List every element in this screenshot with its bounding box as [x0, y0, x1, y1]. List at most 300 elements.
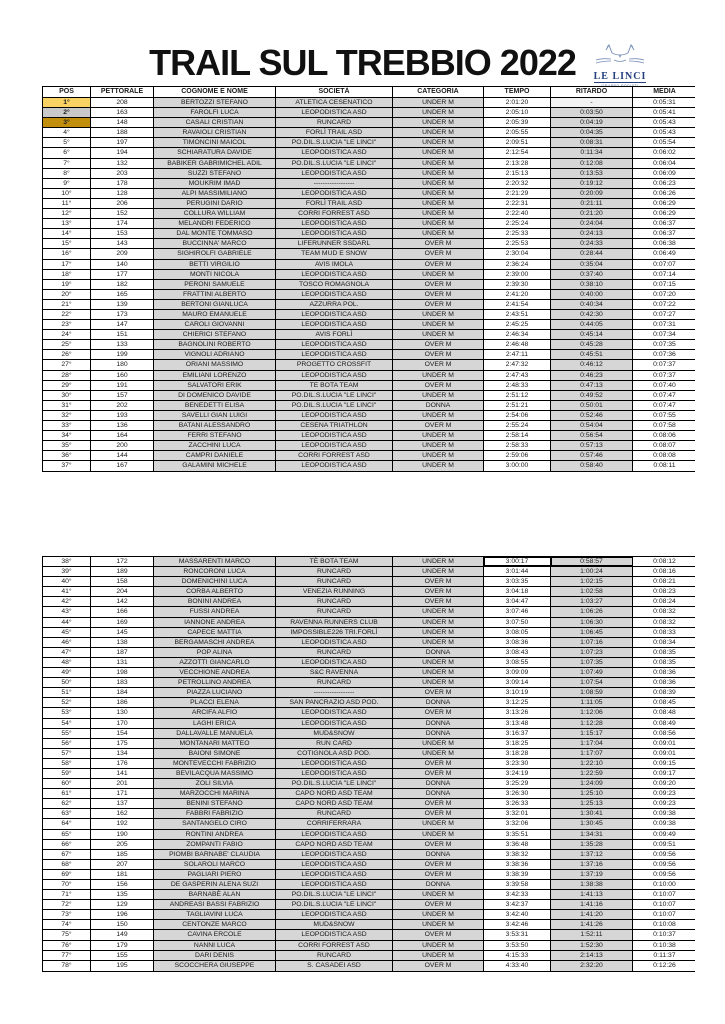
name-cell: COLLURA WILLIAM [154, 209, 276, 218]
result-row [43, 900, 694, 910]
result-row [43, 930, 694, 940]
bib-cell: 171 [91, 789, 154, 798]
category-cell: UNDER M [393, 628, 484, 637]
pace-cell: 0:07:31 [633, 320, 696, 329]
name-cell: PAGLIARI PIERO [154, 870, 276, 879]
category-cell: OVER M [393, 587, 484, 596]
gap-cell: 1:35:28 [551, 840, 633, 849]
pos-cell: 14° [43, 229, 91, 238]
pos-cell: 60° [43, 779, 91, 788]
time-cell: 2:43:51 [484, 310, 551, 319]
pace-cell: 0:08:11 [633, 461, 696, 471]
gap-cell: 0:57:13 [551, 441, 633, 450]
result-row [43, 719, 694, 729]
team-cell: LEOPODISTICA ASD [276, 148, 393, 157]
gap-cell: 0:28:44 [551, 249, 633, 258]
gap-cell: 1:41:16 [551, 900, 633, 909]
gap-cell: 1:03:27 [551, 597, 633, 606]
name-cell: RAVAIOLI CRISTIAN [154, 128, 276, 137]
category-cell: UNDER M [393, 567, 484, 576]
bib-cell: 190 [91, 830, 154, 839]
time-cell: 3:16:37 [484, 729, 551, 738]
bib-cell: 144 [91, 451, 154, 460]
pace-cell: 0:07:14 [633, 270, 696, 279]
gap-cell: 0:46:12 [551, 360, 633, 369]
pos-cell: 70° [43, 880, 91, 889]
time-cell: 3:36:48 [484, 840, 551, 849]
pos-cell: 7° [43, 159, 91, 168]
pace-cell: 0:09:56 [633, 870, 696, 879]
category-cell: UNDER M [393, 749, 484, 758]
result-row [43, 769, 694, 779]
name-cell: BERGAMASCHI ANDREA [154, 638, 276, 647]
result-row [43, 179, 694, 189]
team-cell: MUD&SNOW [276, 729, 393, 738]
category-cell: DONNA [393, 880, 484, 889]
result-row [43, 340, 694, 350]
team-cell: LEOPODISTICA ASD [276, 290, 393, 299]
bib-cell: 200 [91, 441, 154, 450]
gap-cell: 1:37:19 [551, 870, 633, 879]
team-cell: CORRI FORREST ASD [276, 451, 393, 460]
bib-cell: 177 [91, 270, 154, 279]
pos-cell: 73° [43, 910, 91, 919]
name-cell: BONINI ANDREA [154, 597, 276, 606]
result-row [43, 910, 694, 920]
gap-cell: 0:03:50 [551, 108, 633, 117]
team-cell: LEOPODISTICA ASD [276, 870, 393, 879]
column-header-pos-cell: POS [43, 87, 91, 97]
pos-cell: 31° [43, 401, 91, 410]
time-cell: 3:13:48 [484, 719, 551, 728]
gap-cell: 1:52:30 [551, 941, 633, 950]
result-row [43, 840, 694, 850]
name-cell: ANDREASI BASSI FABRIZIO [154, 900, 276, 909]
gap-cell: 0:58:40 [551, 461, 633, 471]
result-row [43, 128, 694, 138]
pos-cell: 43° [43, 607, 91, 616]
result-row [43, 880, 694, 890]
pos-cell: 38° [43, 557, 91, 566]
result-row [43, 890, 694, 900]
bib-cell: 136 [91, 421, 154, 430]
team-cell: TE BOTA TEAM [276, 381, 393, 390]
result-row [43, 239, 694, 249]
team-cell: PO.DIL.S.LUCIA "LE LINCI" [276, 401, 393, 410]
time-cell: 2:05:55 [484, 128, 551, 137]
name-cell: ZACCHINI LUCA [154, 441, 276, 450]
pace-cell: 0:11:37 [633, 951, 696, 960]
category-cell: UNDER M [393, 219, 484, 228]
bib-cell: 202 [91, 401, 154, 410]
bib-cell: 196 [91, 910, 154, 919]
pace-cell: 0:07:37 [633, 371, 696, 380]
name-cell: BETTI VIRGILIO [154, 260, 276, 269]
pos-cell: 69° [43, 870, 91, 879]
category-cell: OVER M [393, 961, 484, 971]
pos-cell: 6° [43, 148, 91, 157]
category-cell: UNDER M [393, 557, 484, 566]
result-row [43, 920, 694, 930]
category-cell: UNDER M [393, 108, 484, 117]
name-cell: DE GASPERIN ALENA SUZI [154, 880, 276, 889]
category-cell: OVER M [393, 688, 484, 697]
time-cell: 3:38:39 [484, 870, 551, 879]
gap-cell: 0:45:28 [551, 340, 633, 349]
gap-cell: 1:15:17 [551, 729, 633, 738]
gap-cell: 0:40:00 [551, 290, 633, 299]
pace-cell: 0:07:20 [633, 290, 696, 299]
pos-cell: 13° [43, 219, 91, 228]
time-cell: 2:15:13 [484, 169, 551, 178]
team-cell: CAPO NORD ASD TEAM [276, 789, 393, 798]
gap-cell: 0:49:52 [551, 391, 633, 400]
pace-cell: 0:05:43 [633, 118, 696, 127]
pace-cell: 0:07:36 [633, 350, 696, 359]
name-cell: MONTI NICOLA [154, 270, 276, 279]
time-cell: 2:21:29 [484, 189, 551, 198]
team-cell: MUD&SNOW [276, 920, 393, 929]
name-cell: POP ALINA [154, 648, 276, 657]
time-cell: 2:20:32 [484, 179, 551, 188]
time-cell: 3:03:35 [484, 577, 551, 586]
bib-cell: 145 [91, 628, 154, 637]
pos-cell: 17° [43, 260, 91, 269]
pace-cell: 0:08:45 [633, 698, 696, 707]
result-row [43, 401, 694, 411]
category-cell: UNDER M [393, 441, 484, 450]
time-cell: 2:22:40 [484, 209, 551, 218]
team-cell: CAPO NORD ASD TEAM [276, 799, 393, 808]
pos-cell: 63° [43, 809, 91, 818]
pace-cell: 0:09:17 [633, 769, 696, 778]
category-cell: OVER M [393, 840, 484, 849]
name-cell: BARNABÈ ALAN [154, 890, 276, 899]
pos-cell: 45° [43, 628, 91, 637]
pos-cell: 74° [43, 920, 91, 929]
gap-cell: 0:24:13 [551, 229, 633, 238]
time-cell: 3:07:46 [484, 607, 551, 616]
time-cell: 2:54:06 [484, 411, 551, 420]
name-cell: MONTEVECCHI FABRIZIO [154, 759, 276, 768]
pos-cell: 20° [43, 290, 91, 299]
bib-cell: 150 [91, 920, 154, 929]
name-cell: TIMONCINI MAICOL [154, 138, 276, 147]
gap-cell: 1:25:13 [551, 799, 633, 808]
time-cell: 2:05:10 [484, 108, 551, 117]
team-cell: S&C RAVENNA [276, 668, 393, 677]
pos-cell: 50° [43, 678, 91, 687]
team-cell: ATLETICA CESENATICO [276, 98, 393, 107]
time-cell: 3:38:36 [484, 860, 551, 869]
pace-cell: 0:10:38 [633, 941, 696, 950]
category-cell: UNDER M [393, 128, 484, 137]
name-cell: ZOMPANTI FABIO [154, 840, 276, 849]
time-cell: 3:07:50 [484, 618, 551, 627]
gap-cell: 0:21:11 [551, 199, 633, 208]
bib-cell: 174 [91, 219, 154, 228]
team-cell: LEOPODISTICA ASD [276, 830, 393, 839]
pace-cell: 0:08:49 [633, 719, 696, 728]
gap-cell: 1:38:38 [551, 880, 633, 889]
pace-cell: 0:09:56 [633, 860, 696, 869]
category-cell: UNDER M [393, 199, 484, 208]
category-cell: UNDER M [393, 118, 484, 127]
pos-cell: 5° [43, 138, 91, 147]
gap-cell: 0:12:08 [551, 159, 633, 168]
pos-cell: 67° [43, 850, 91, 859]
time-cell: 2:47:11 [484, 350, 551, 359]
gap-cell: 1:07:23 [551, 648, 633, 657]
category-cell: DONNA [393, 779, 484, 788]
time-cell: 3:00:17 [484, 557, 551, 566]
gap-cell: 1:41:20 [551, 910, 633, 919]
pos-cell: 59° [43, 769, 91, 778]
column-header-category-cell: CATEGORIA [393, 87, 484, 97]
name-cell: VIGNOLI ADRIANO [154, 350, 276, 359]
name-cell: DARI DENIS [154, 951, 276, 960]
result-row [43, 421, 694, 431]
result-row [43, 678, 694, 688]
result-row [43, 189, 694, 199]
category-cell: UNDER M [393, 98, 484, 107]
category-cell: UNDER M [393, 461, 484, 471]
name-cell: MOUKRIM IMAD [154, 179, 276, 188]
category-cell: UNDER M [393, 941, 484, 950]
pos-cell: 1° [43, 98, 91, 107]
category-cell: DONNA [393, 719, 484, 728]
name-cell: SUZZI STEFANO [154, 169, 276, 178]
category-cell: UNDER M [393, 819, 484, 828]
team-cell: LEOPODISTICA ASD [276, 169, 393, 178]
pace-cell: 0:06:04 [633, 159, 696, 168]
pos-cell: 2° [43, 108, 91, 117]
time-cell: 3:04:18 [484, 587, 551, 596]
team-cell: FORLÌ TRAIL ASD [276, 199, 393, 208]
time-cell: 3:23:30 [484, 759, 551, 768]
time-cell: 2:36:24 [484, 260, 551, 269]
bib-cell: 175 [91, 739, 154, 748]
time-cell: 2:01:20 [484, 98, 551, 107]
category-cell: UNDER M [393, 668, 484, 677]
pos-cell: 22° [43, 310, 91, 319]
pos-cell: 76° [43, 941, 91, 950]
gap-cell: 1:07:54 [551, 678, 633, 687]
gap-cell: 0:35:04 [551, 260, 633, 269]
pace-cell: 0:09:49 [633, 830, 696, 839]
bib-cell: 178 [91, 179, 154, 188]
gap-cell: 1:02:15 [551, 577, 633, 586]
pace-cell: 0:09:23 [633, 799, 696, 808]
team-cell: PO.DIL.S.LUCIA "LE LINCI" [276, 890, 393, 899]
pace-cell: 0:09:01 [633, 749, 696, 758]
bib-cell: 176 [91, 759, 154, 768]
pace-cell: 0:09:23 [633, 789, 696, 798]
team-cell: AZZURRA POL. [276, 300, 393, 309]
category-cell: OVER M [393, 280, 484, 289]
time-cell: 3:08:55 [484, 658, 551, 667]
name-cell: BENINI STEFANO [154, 799, 276, 808]
category-cell: UNDER M [393, 320, 484, 329]
category-cell: OVER M [393, 360, 484, 369]
bib-cell: 129 [91, 900, 154, 909]
result-row [43, 789, 694, 799]
result-row [43, 280, 694, 290]
pace-cell: 0:08:07 [633, 441, 696, 450]
time-cell: 2:39:00 [484, 270, 551, 279]
bib-cell: 155 [91, 951, 154, 960]
pos-cell: 54° [43, 719, 91, 728]
team-cell: TOSCO ROMAGNOLA [276, 280, 393, 289]
bib-cell: 189 [91, 567, 154, 576]
time-cell: 3:12:25 [484, 698, 551, 707]
bib-cell: 183 [91, 678, 154, 687]
bib-cell: 154 [91, 729, 154, 738]
result-row [43, 638, 694, 648]
result-row [43, 290, 694, 300]
name-cell: PIOMBI BARNABE' CLAUDIA [154, 850, 276, 859]
pos-cell: 71° [43, 890, 91, 899]
team-cell: AVIS IMOLA [276, 260, 393, 269]
category-cell: UNDER M [393, 330, 484, 339]
bib-cell: 130 [91, 708, 154, 717]
category-cell: OVER M [393, 870, 484, 879]
category-cell: OVER M [393, 249, 484, 258]
team-cell: LIFERUNNER SSDARL [276, 239, 393, 248]
time-cell: 2:55:24 [484, 421, 551, 430]
gap-cell: 1:17:07 [551, 749, 633, 758]
pace-cell: 0:08:32 [633, 607, 696, 616]
team-cell: CESENA TRIATHLON [276, 421, 393, 430]
category-cell: UNDER M [393, 270, 484, 279]
pace-cell: 0:07:55 [633, 411, 696, 420]
result-row [43, 951, 694, 961]
bib-cell: 204 [91, 587, 154, 596]
result-row [43, 371, 694, 381]
bib-cell: 166 [91, 607, 154, 616]
name-cell: SANTANGELO CIRO [154, 819, 276, 828]
pos-cell: 4° [43, 128, 91, 137]
pace-cell: 0:07:40 [633, 381, 696, 390]
team-cell: TEAM MUD E SNOW [276, 249, 393, 258]
gap-cell: 0:44:05 [551, 320, 633, 329]
name-cell: DAL MONTE TOMMASO [154, 229, 276, 238]
bib-cell: 165 [91, 290, 154, 299]
bib-cell: 135 [91, 890, 154, 899]
team-cell: RUN CARD [276, 739, 393, 748]
name-cell: BUCCINNA' MARCO [154, 239, 276, 248]
result-row [43, 138, 694, 148]
bib-cell: 143 [91, 239, 154, 248]
pos-cell: 47° [43, 648, 91, 657]
time-cell: 3:10:19 [484, 688, 551, 697]
result-row [43, 799, 694, 809]
bib-cell: 191 [91, 381, 154, 390]
time-cell: 3:04:47 [484, 597, 551, 606]
pace-cell: 0:08:08 [633, 451, 696, 460]
category-cell: OVER M [393, 290, 484, 299]
lynx-icon [594, 44, 646, 66]
name-cell: SCOCCHERA GIUSEPPE [154, 961, 276, 971]
name-cell: SIGHIROLFI GABRIELE [154, 249, 276, 258]
bib-cell: 160 [91, 371, 154, 380]
team-cell: LEOPODISTICA ASD [276, 108, 393, 117]
result-row [43, 830, 694, 840]
gap-cell: 2:14:13 [551, 951, 633, 960]
category-cell: UNDER M [393, 169, 484, 178]
result-row [43, 310, 694, 320]
pos-cell: 40° [43, 577, 91, 586]
gap-cell: 1:52:11 [551, 930, 633, 939]
result-row [43, 199, 694, 209]
gap-cell: 1:08:59 [551, 688, 633, 697]
result-row [43, 587, 694, 597]
gap-cell: 1:06:45 [551, 628, 633, 637]
team-cell: RUNCARD [276, 809, 393, 818]
pos-cell: 12° [43, 209, 91, 218]
bib-cell: 187 [91, 648, 154, 657]
time-cell: 3:25:29 [484, 779, 551, 788]
team-cell: LEOPODISTICA ASD [276, 880, 393, 889]
column-header-time-cell: TEMPO [484, 87, 551, 97]
pace-cell: 0:08:33 [633, 628, 696, 637]
pos-cell: 58° [43, 759, 91, 768]
bib-cell: 201 [91, 779, 154, 788]
pace-cell: 0:07:27 [633, 310, 696, 319]
pos-cell: 46° [43, 638, 91, 647]
category-cell: UNDER M [393, 890, 484, 899]
pace-cell: 0:07:47 [633, 401, 696, 410]
result-row [43, 320, 694, 330]
gap-cell: 1:00:24 [551, 567, 633, 576]
category-cell: UNDER M [393, 739, 484, 748]
column-header-gap-cell: RITARDO [551, 87, 633, 97]
pos-cell: 56° [43, 739, 91, 748]
gap-cell: 0:46:23 [551, 371, 633, 380]
gap-cell: 0:56:54 [551, 431, 633, 440]
bib-cell: 184 [91, 688, 154, 697]
gap-cell: 0:13:53 [551, 169, 633, 178]
time-cell: 3:32:06 [484, 819, 551, 828]
pace-cell: 0:09:01 [633, 739, 696, 748]
pace-cell: 0:06:37 [633, 219, 696, 228]
time-cell: 3:09:14 [484, 678, 551, 687]
pos-cell: 36° [43, 451, 91, 460]
name-cell: SAVELLI GIAN LUIGI [154, 411, 276, 420]
pos-cell: 55° [43, 729, 91, 738]
bib-cell: 182 [91, 280, 154, 289]
category-cell: UNDER M [393, 391, 484, 400]
result-row [43, 451, 694, 461]
time-cell: 2:05:39 [484, 118, 551, 127]
gap-cell: 0:42:30 [551, 310, 633, 319]
pace-cell: 0:08:34 [633, 638, 696, 647]
team-cell: PO.DIL.S.LUCIA "LE LINCI" [276, 138, 393, 147]
bib-cell: 142 [91, 597, 154, 606]
name-cell: MELANDRI FEDERICO [154, 219, 276, 228]
pace-cell: 0:12:26 [633, 961, 696, 971]
name-cell: RONTINI ANDREA [154, 830, 276, 839]
category-cell: UNDER M [393, 189, 484, 198]
team-cell: LEOPODISTICA ASD [276, 219, 393, 228]
gap-cell: 0:19:12 [551, 179, 633, 188]
gap-cell: 1:30:45 [551, 819, 633, 828]
pace-cell: 0:06:09 [633, 169, 696, 178]
bib-cell: 140 [91, 260, 154, 269]
team-cell: SAN PANCRAZIO ASD POD. [276, 698, 393, 707]
category-cell: DONNA [393, 648, 484, 657]
gap-cell: 2:32:20 [551, 961, 633, 971]
